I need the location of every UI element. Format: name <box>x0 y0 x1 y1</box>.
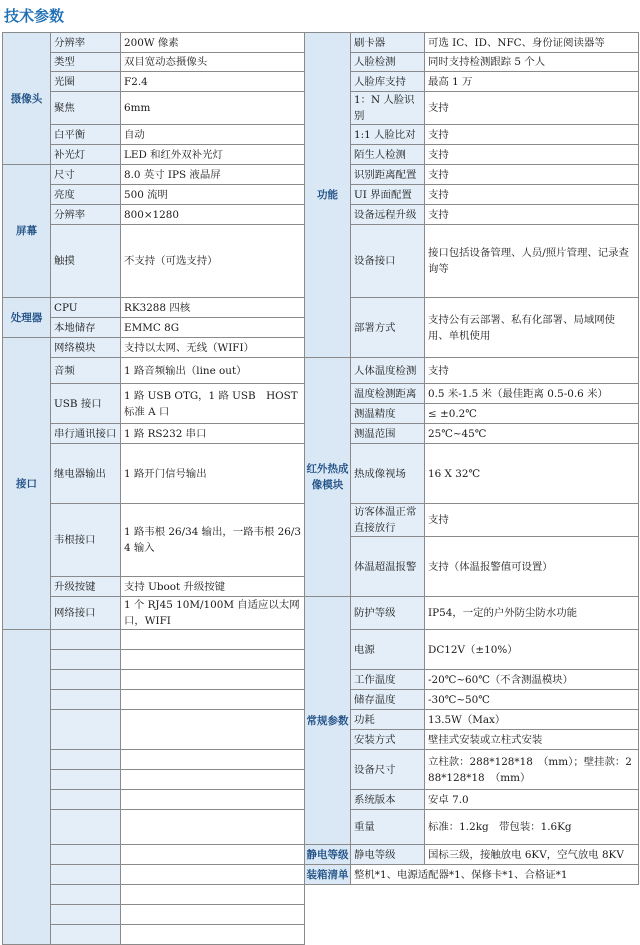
spec-label: 设备接口 <box>351 225 425 298</box>
empty-value-cell <box>121 750 305 770</box>
empty-value-cell <box>121 670 305 690</box>
spec-label: 电源 <box>351 630 425 670</box>
spec-value: 200W 像素 <box>121 33 305 53</box>
spec-label: 网络模块 <box>51 338 121 358</box>
spec-value: 接口包括设备管理、人员/照片管理、记录查询等 <box>425 225 639 298</box>
spec-label: 访客体温正常直接放行 <box>351 504 425 537</box>
spec-label: 串行通讯接口 <box>51 424 121 444</box>
category-cell: 处理器 <box>3 298 51 338</box>
empty-value-cell <box>121 845 305 865</box>
spec-label: 防护等级 <box>351 597 425 630</box>
spec-value: 支持 <box>425 165 639 185</box>
spec-label: 安装方式 <box>351 730 425 750</box>
spec-value: 不支持（可选支持） <box>121 225 305 298</box>
spec-label: 继电器输出 <box>51 444 121 504</box>
spec-value: 支持 <box>425 145 639 165</box>
empty-label-cell <box>51 670 121 690</box>
empty-value-cell <box>121 885 305 905</box>
spec-value: 可选 IC、ID、NFC、身份证阅读器等 <box>425 33 639 53</box>
empty-label-cell <box>51 770 121 790</box>
spec-label: 热成像视场 <box>351 444 425 504</box>
spec-label: 刷卡器 <box>351 33 425 53</box>
spec-value: 支持（体温报警值可设置） <box>425 537 639 597</box>
spec-label: 体温超温报警 <box>351 537 425 597</box>
empty-value-cell <box>121 770 305 790</box>
spec-value: 16 X 32℃ <box>425 444 639 504</box>
empty-value-cell <box>121 925 305 945</box>
spec-value: 1 路音频输出（line out） <box>121 358 305 384</box>
empty-label-cell <box>51 885 121 905</box>
spec-value: -30℃~50℃ <box>425 690 639 710</box>
spec-label: 音频 <box>51 358 121 384</box>
empty-value-cell <box>121 810 305 845</box>
spec-label: 补光灯 <box>51 145 121 165</box>
empty-label-cell <box>51 905 121 925</box>
spec-label: CPU <box>51 298 121 318</box>
empty-label-cell <box>51 750 121 770</box>
spec-label: 光圈 <box>51 72 121 92</box>
spec-value: 1 路 USB OTG，1 路 USB HOST 标准 A 口 <box>121 384 305 424</box>
spec-value: ≤ ±0.2℃ <box>425 404 639 424</box>
spec-label: 尺寸 <box>51 165 121 185</box>
spec-value: 支持 <box>425 358 639 384</box>
spec-value: 1 路 RS232 串口 <box>121 424 305 444</box>
empty-value-cell <box>121 905 305 925</box>
spec-table <box>2 32 639 945</box>
spec-label: 设备远程升级 <box>351 205 425 225</box>
empty-label-cell <box>51 845 121 865</box>
spec-label: 测温范围 <box>351 424 425 444</box>
table-row <box>3 845 639 865</box>
spec-label: 亮度 <box>51 185 121 205</box>
spec-value: 同时支持检测跟踪 5 个人 <box>425 53 639 72</box>
page-title: 技术参数 <box>4 7 65 25</box>
spec-value: 800×1280 <box>121 205 305 225</box>
spec-label: 白平衡 <box>51 125 121 145</box>
spec-label: 1:1 人脸比对 <box>351 125 425 145</box>
empty-value-cell <box>121 710 305 750</box>
spec-value: 立柱款：288*128*18 （mm）；壁挂款：288*128*18 （mm） <box>425 750 639 790</box>
spec-label: 人脸检测 <box>351 53 425 72</box>
empty-value-cell <box>121 690 305 710</box>
empty-label-cell <box>51 925 121 945</box>
category-cell: 摄像头 <box>3 33 51 165</box>
empty-label-cell <box>51 630 121 650</box>
spec-value: 0.5 米-1.5 米（最佳距离 0.5-0.6 米） <box>425 384 639 404</box>
spec-value: 支持 <box>425 125 639 145</box>
spec-value: LED 和红外双补光灯 <box>121 145 305 165</box>
empty-label-cell <box>51 690 121 710</box>
category-cell: 红外热成像模块 <box>305 358 351 597</box>
empty-value-cell <box>121 630 305 650</box>
spec-value: 1 个 RJ45 10M/100M 自适应以太网口，WIFI <box>121 597 305 630</box>
spec-label: 功耗 <box>351 710 425 730</box>
spec-table-body <box>3 33 639 945</box>
empty-label-cell <box>51 810 121 845</box>
spec-label: 韦根接口 <box>51 504 121 577</box>
spec-label: 触摸 <box>51 225 121 298</box>
spec-label: 类型 <box>51 53 121 72</box>
spec-value: 双目宽动态摄像头 <box>121 53 305 72</box>
spec-label: 工作温度 <box>351 670 425 690</box>
spec-value: DC12V（±10%） <box>425 630 639 670</box>
spec-label: 分辨率 <box>51 33 121 53</box>
spec-label: 网络接口 <box>51 597 121 630</box>
table-row <box>3 597 639 630</box>
spec-label: 本地储存 <box>51 318 121 338</box>
spec-value: 支持以太网、无线（WIFI） <box>121 338 305 358</box>
spec-value: 支持 <box>425 205 639 225</box>
spec-value: 支持 <box>425 504 639 537</box>
category-cell: 屏幕 <box>3 165 51 298</box>
category-cell: 常规参数 <box>305 597 351 845</box>
spec-label: UI 界面配置 <box>351 185 425 205</box>
category-cell: 功能 <box>305 33 351 358</box>
spec-label: 1：N 人脸识别 <box>351 92 425 125</box>
spec-value: 1 路韦根 26/34 输出，一路韦根 26/34 输入 <box>121 504 305 577</box>
spec-value: RK3288 四核 <box>121 298 305 318</box>
spec-label: 升级按键 <box>51 577 121 597</box>
empty-label-cell <box>51 790 121 810</box>
spec-value: 500 流明 <box>121 185 305 205</box>
table-row <box>3 33 639 53</box>
spec-value: 支持公有云部署、私有化部署、局域网使用、单机使用 <box>425 298 639 358</box>
category-cell: 静电等级 <box>305 845 351 865</box>
spec-label: 重量 <box>351 810 425 845</box>
spec-value: 壁挂式安装或立柱式安装 <box>425 730 639 750</box>
empty-label-cell <box>51 650 121 670</box>
spec-value: 支持 <box>425 185 639 205</box>
category-cell: 接口 <box>3 338 51 630</box>
table-row <box>3 358 639 384</box>
spec-label: 设备尺寸 <box>351 750 425 790</box>
spec-value: 支持 Uboot 升级按键 <box>121 577 305 597</box>
empty-value-cell <box>121 650 305 670</box>
spec-value: 整机*1、电源适配器*1、保修卡*1、合格证*1 <box>351 865 639 885</box>
spec-label: 陌生人检测 <box>351 145 425 165</box>
category-cell: 装箱清单 <box>305 865 351 885</box>
spec-value: -20℃~60℃（不含测温模块） <box>425 670 639 690</box>
spec-label: USB 接口 <box>51 384 121 424</box>
spec-value: 支持 <box>425 92 639 125</box>
spec-value: 标准：1.2kg 带包装：1.6Kg <box>425 810 639 845</box>
spec-label: 人体温度检测 <box>351 358 425 384</box>
spec-label: 静电等级 <box>351 845 425 865</box>
empty-value-cell <box>121 865 305 885</box>
spec-label: 温度检测距离 <box>351 384 425 404</box>
spec-value: 安卓 7.0 <box>425 790 639 810</box>
spec-label: 系统版本 <box>351 790 425 810</box>
spec-value: EMMC 8G <box>121 318 305 338</box>
table-row <box>3 925 639 945</box>
table-row <box>3 865 639 885</box>
spec-value: 1 路开门信号输出 <box>121 444 305 504</box>
spec-value: 自动 <box>121 125 305 145</box>
spec-value: 国标三级，接触放电 6KV，空气放电 8KV <box>425 845 639 865</box>
spec-label: 识别距离配置 <box>351 165 425 185</box>
spec-value: 8.0 英寸 IPS 液晶屏 <box>121 165 305 185</box>
spec-value: 最高 1 万 <box>425 72 639 92</box>
spec-value: IP54，一定的户外防尘防水功能 <box>425 597 639 630</box>
spec-value: 6mm <box>121 92 305 125</box>
empty-category-cell <box>3 630 51 945</box>
table-row <box>3 885 639 905</box>
spec-value: F2.4 <box>121 72 305 92</box>
spec-value: 13.5W（Max） <box>425 710 639 730</box>
empty-label-cell <box>51 710 121 750</box>
empty-label-cell <box>51 865 121 885</box>
spec-label: 测温精度 <box>351 404 425 424</box>
spec-label: 人脸库支持 <box>351 72 425 92</box>
spec-label: 分辨率 <box>51 205 121 225</box>
spec-label: 聚焦 <box>51 92 121 125</box>
spec-value: 25℃~45℃ <box>425 424 639 444</box>
spec-label: 储存温度 <box>351 690 425 710</box>
spec-label: 部署方式 <box>351 298 425 358</box>
empty-value-cell <box>121 790 305 810</box>
table-row <box>3 905 639 925</box>
